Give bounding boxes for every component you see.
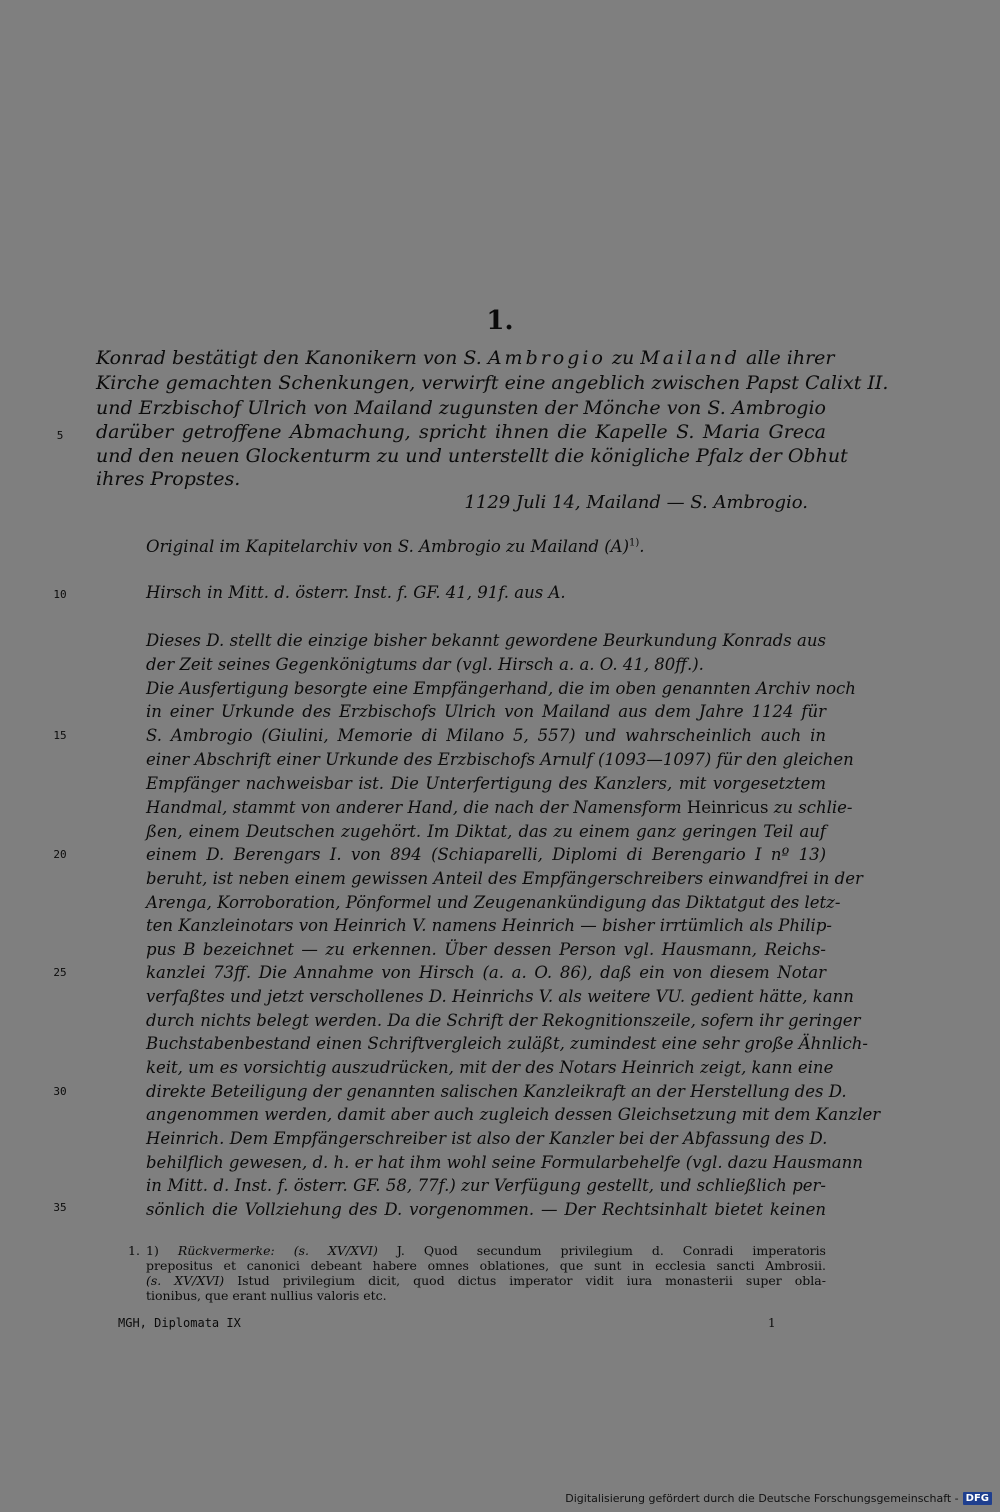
footnote-century: (s. XV/XVI): [293, 1243, 378, 1258]
body-text: Handmal, stammt von anderer Hand, die nach der Namensform: [146, 798, 682, 817]
footnote-line-2: prepositus et canonici debeant habere omnes oblationes, que sunt in ecclesia sancti Ambrosii.: [146, 1258, 826, 1273]
regest-line-5: und den neuen Glockenturm zu und unterstellt die königliche Pfalz der Obhut: [96, 445, 848, 467]
document-number: 1.: [486, 306, 514, 336]
body-line-11: beruht, ist neben einem gewissen Anteil des Empfängerschreibers einwandfrei in der: [146, 869, 863, 888]
footnote-line-1: [146, 1243, 826, 1258]
body-line-3: Die Ausfertigung besorgte eine Empfängerhand, die im oben genannten Archiv noch: [146, 679, 856, 698]
regest-line-6: ihres Propstes.: [96, 468, 241, 490]
line-number: 25: [53, 966, 67, 979]
body-line-14: pus B bezeichnet — zu erkennen. Über dessen Person vgl. Hausmann, Reichs-: [146, 940, 826, 959]
tradition-original-text: Original im Kapitelarchiv von S. Ambrogio zu Mailand (A): [146, 537, 630, 556]
body-line-8: [146, 796, 853, 819]
tradition-original-end: .: [639, 537, 645, 556]
footnote-reference: 1): [629, 537, 640, 549]
tradition-original: [146, 537, 826, 556]
regest-text: alle ihrer: [746, 347, 835, 369]
regest-spaced-ambrogio: Ambrogio: [487, 347, 606, 369]
body-line-15: kanzlei 73ff. Die Annahme von Hirsch (a. a. O. 86), daß ein von diesem Notar: [146, 963, 826, 982]
footer-series: MGH, Diplomata IX: [118, 1316, 241, 1330]
body-line-1: Dieses D. stellt die einzige bisher bekannt gewordene Beurkundung Konrads aus: [146, 631, 826, 650]
footer-page-number: 1: [768, 1316, 776, 1330]
regest-text: Konrad bestätigt den Kanonikern von S.: [96, 347, 482, 369]
footnote-century: (s. XV/XVI): [146, 1273, 225, 1288]
body-line-25: sönlich die Vollziehung des D. vorgenommen. — Der Rechtsinhalt bietet keinen: [146, 1200, 826, 1219]
body-line-2: der Zeit seines Gegenkönigtums dar (vgl. Hirsch a. a. O. 41, 80ff.).: [146, 655, 704, 674]
line-number: 10: [53, 588, 67, 601]
body-line-5: S. Ambrogio (Giulini, Memorie di Milano 5, 557) und wahrscheinlich auch in: [146, 726, 826, 745]
name-form-heinricus: Heinricus: [686, 798, 769, 817]
regest-line-2: Kirche gemachten Schenkungen, verwirft eine angeblich zwischen Papst Calixt II.: [96, 372, 889, 394]
body-line-24: in Mitt. d. Inst. f. österr. GF. 58, 77f.) zur Verfügung gestellt, und schließlich per-: [146, 1176, 826, 1195]
line-number: 15: [53, 729, 67, 742]
body-line-22: Heinrich. Dem Empfängerschreiber ist also der Kanzler bei der Abfassung des D.: [146, 1129, 828, 1148]
body-line-7: Empfänger nachweisbar ist. Die Unterfertigung des Kanzlers, mit vorgesetztem: [146, 774, 826, 793]
regest-line-4: darüber getroffene Abmachung, spricht ihnen die Kapelle S. Maria Greca: [96, 421, 826, 443]
body-line-19: keit, um es vorsichtig auszudrücken, mit der des Notars Heinrich zeigt, kann eine: [146, 1058, 834, 1077]
line-number: 35: [53, 1201, 67, 1214]
tradition-print: Hirsch in Mitt. d. österr. Inst. f. GF. 41, 91f. aus A.: [146, 583, 566, 602]
body-line-21: angenommen werden, damit aber auch zugleich dessen Gleichsetzung mit dem Kanzler: [146, 1105, 881, 1124]
regest-text: zu: [611, 347, 635, 369]
body-text: zu schlie-: [773, 798, 853, 817]
date-place: 1129 Juli 14, Mailand — S. Ambrogio.: [464, 492, 808, 513]
dfg-logo-icon: DFG: [963, 1492, 992, 1505]
line-number: 20: [53, 848, 67, 861]
body-line-18: Buchstabenbestand einen Schriftvergleich zuläßt, zumindest eine sehr große Ähnlich-: [146, 1034, 868, 1053]
footnote-line-3: [146, 1273, 826, 1288]
footnote-text: J. Quod secundum privilegium d. Conradi imperatoris: [396, 1243, 826, 1258]
line-number: 30: [53, 1085, 67, 1098]
regest-spaced-mailand: Mailand: [640, 347, 740, 369]
body-line-12: Arenga, Korroboration, Pönformel und Zeugenankündigung das Diktatgut des letz-: [146, 893, 841, 912]
footnote-text: Istud privilegium dicit, quod dictus imperator vidit iura monasterii super obla-: [237, 1273, 826, 1288]
body-line-9: ßen, einem Deutschen zugehört. Im Diktat, das zu einem ganz geringen Teil auf: [146, 822, 826, 841]
body-line-6: einer Abschrift einer Urkunde des Erzbischofs Arnulf (1093—1097) für den gleichen: [146, 750, 854, 769]
funding-notice: [565, 1490, 992, 1506]
body-line-17: durch nichts belegt werden. Da die Schrift der Rekognitionszeile, sofern ihr geringer: [146, 1011, 861, 1030]
regest-line-1: [96, 346, 835, 370]
body-line-23: behilflich gewesen, d. h. er hat ihm wohl seine Formularbehelfe (vgl. dazu Hausmann: [146, 1153, 863, 1172]
body-line-20: direkte Beteiligung der genannten salischen Kanzleikraft an der Herstellung des D.: [146, 1082, 847, 1101]
footnote-number: 1): [146, 1243, 159, 1258]
body-line-10: einem D. Berengars I. von 894 (Schiaparelli, Diplomi di Berengario I nº 13): [146, 845, 826, 864]
regest-line-3: und Erzbischof Ulrich von Mailand zugunsten der Mönche von S. Ambrogio: [96, 397, 826, 419]
funding-text: Digitalisierung gefördert durch die Deutsche Forschungsgemeinschaft -: [565, 1491, 959, 1505]
body-line-4: in einer Urkunde des Erzbischofs Ulrich von Mailand aus dem Jahre 1124 für: [146, 702, 826, 721]
body-line-16: verfaßtes und jetzt verschollenes D. Heinrichs V. als weitere VU. gedient hätte, kann: [146, 987, 854, 1006]
body-line-13: ten Kanzleinotars von Heinrich V. namens Heinrich — bisher irrtümlich als Philip-: [146, 916, 832, 935]
footnote-mark: 1.: [128, 1243, 140, 1258]
line-number: 5: [56, 429, 64, 442]
footnote-label: Rückvermerke:: [177, 1243, 275, 1258]
footnote-line-4: tionibus, que erant nullius valoris etc.: [146, 1288, 387, 1303]
